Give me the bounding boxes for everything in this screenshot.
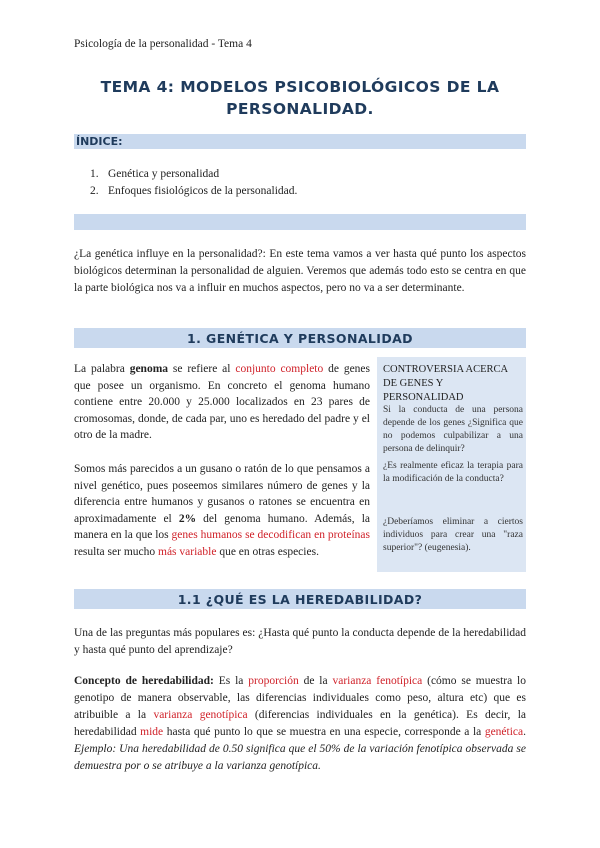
toc-item: 1. Genética y personalidad — [90, 168, 220, 180]
heredability-question-paragraph: Una de las preguntas más populares es: ¿Hasta qué punto la conducta depende de la heredabilidad y hasta qué punto del aprendizaje? — [74, 627, 526, 656]
toc-item: 2. Enfoques fisiológicos de la personalidad. — [90, 185, 298, 197]
document-title — [60, 76, 540, 120]
table-of-contents — [90, 166, 297, 200]
index-label: ÍNDICE: — [76, 135, 123, 148]
section-1-1-title: 1.1 ¿QUÉ ES LA HEREDABILIDAD? — [177, 592, 423, 607]
genoma-paragraph: La palabra genoma se refiere al conjunto completo de genes que posee un organismo. En concreto el genoma humano contiene entre 20.000 y 25.000 localizados en 23 pares de cromosomas, donde, de cada par, uno es heredado del padre y el otro de la madre. — [74, 363, 370, 442]
page-header: Psicología de la personalidad - Tema 4 — [74, 38, 252, 50]
title-line-2: PERSONALIDAD. — [226, 100, 374, 118]
similarity-paragraph: Somos más parecidos a un gusano o ratón de lo que pensamos a nivel genético, pues poseemos similares número de genes y la diferencia entre humanos y gusanos o ratones se encuentra en aproximadamente el 2% del genoma humano. Además, la manera en la que los genes humanos se decodifican en proteínas resulta ser mucho más variable que en otras especies. — [74, 463, 371, 558]
sidebar-question-2: ¿Es realmente eficaz la terapia para la modificación de la conducta? — [383, 461, 523, 484]
index-bar — [74, 134, 526, 149]
heredability-concept-paragraph: Concepto de heredabilidad: Es la proporción de la varianza fenotípica (cómo se muestra lo genotipo de manera observable, las diferencias individuales como peso, altura etc) que es atribuible a la varianza genotípica (diferencias individuales en la genética). Es decir, la heredabilidad mide hasta qué punto lo que se muestra en una especie, corresponde a la genética. Ejemplo: Una heredabilidad de 0.50 significa que el 50% de la variación fenotípica observada se demuestra por o se atribuye a la varianza genotípica. — [74, 675, 526, 772]
sidebar-question-1: Si la conducta de una persona depende de los genes ¿Significa que no podemos culpabilizar a una persona de delinquir? — [383, 405, 523, 454]
intro-paragraph: ¿La genética influye en la personalidad?: En este tema vamos a ver hasta qué punto los aspectos biológicos determinan la personalidad de alguien. Veremos que además todo esto se centra en que la parte biológica nos va a influir en muchos aspectos, pero no va a ser determinante. — [74, 248, 526, 294]
section-1-title: 1. GENÉTICA Y PERSONALIDAD — [187, 331, 413, 346]
sidebar-title: CONTROVERSIA ACERCA DE GENES Y PERSONALIDAD — [383, 364, 508, 403]
sidebar-question-3: ¿Deberíamos eliminar a ciertos individuos para crear una "raza superior"? (eugenesia). — [383, 517, 523, 553]
divider-bar — [74, 214, 526, 230]
title-line-1: TEMA 4: MODELOS PSICOBIOLÓGICOS DE LA — [100, 78, 500, 96]
